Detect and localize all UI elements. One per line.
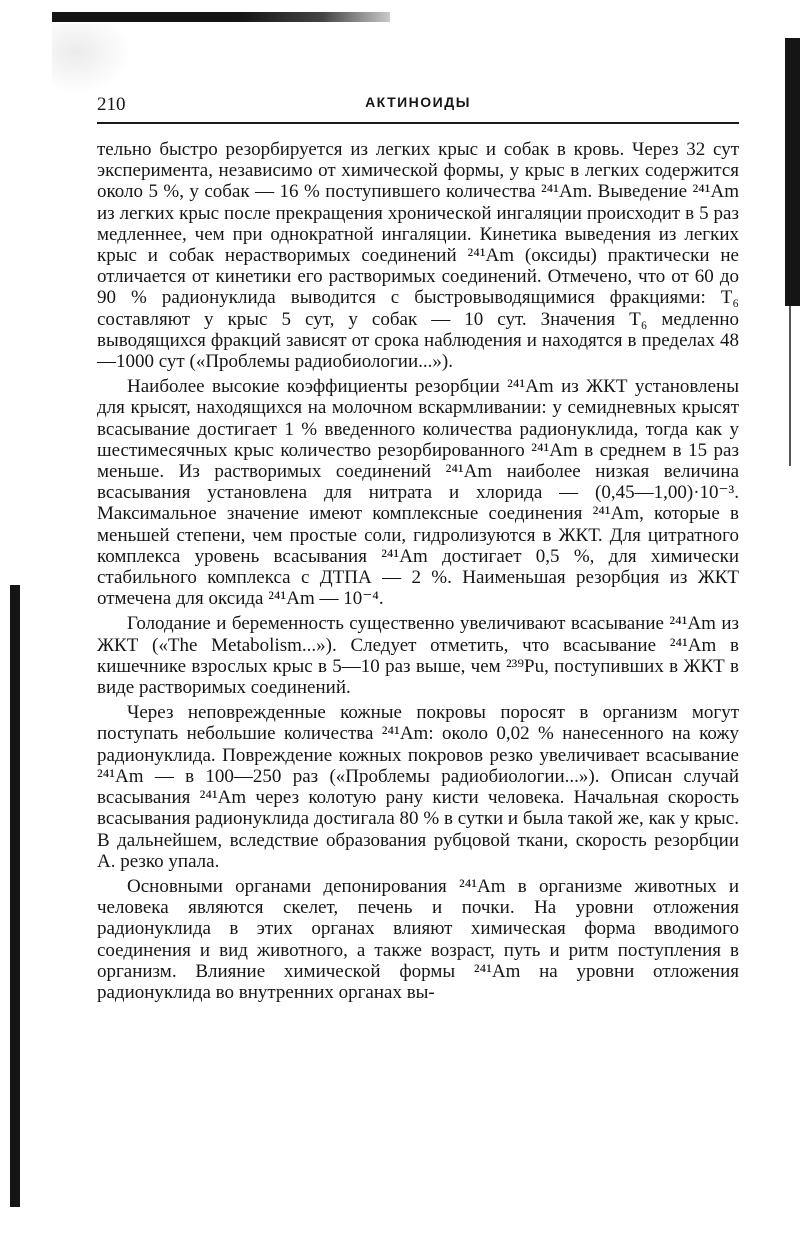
paragraph-skin-absorption: Через неповрежденные кожные покровы поросят в организм могут поступать небольшие количества ²⁴¹Am: около 0,02 % нанесенного на кожу радионуклида. Повреждение кожных покровов резко увеличивает всасывание ²⁴¹Am — в 100—250 раз («Проблемы радиобиологии...»). Описан случай всасывания ²⁴¹Am через колотую рану кисти человека. Начальная скорость всасывания радионуклида достигала 80 % в сутки и была такой же, как у крыс. В дальнейшем, вследствие образования рубцовой ткани, скорость резорбции А. резко упала. [97, 702, 739, 872]
scan-smudge [52, 24, 132, 94]
paragraph-fasting-pregnancy: Голодание и беременность существенно увеличивают всасывание ²⁴¹Am из ЖКТ («The Metabolism...»). Следует отметить, что всасывание ²⁴¹Am в кишечнике взрослых крыс в 5—10 раз выше, чем ²³⁹Pu, поступивших в ЖКТ в виде растворимых соединений. [97, 613, 739, 699]
scan-edge-line-right [789, 306, 791, 466]
running-head [97, 92, 739, 118]
paragraph-organ-deposition: Основными органами депонирования ²⁴¹Am в организме животных и человека являются скелет, печень и почки. На уровни отложения радионуклида в этих органах влияют химическая форма вводимого соединения и вид животного, а также возраст, путь и ритм поступления в организм. Влияние химической формы ²⁴¹Am на уровни отложения радионуклида во внутренних органах вы- [97, 875, 739, 1003]
header-rule [97, 122, 739, 124]
scan-edge-shadow-left [10, 585, 20, 1207]
page-number: 210 [97, 94, 126, 115]
paragraph-continuation: тельно быстро резорбируется из легких крыс и собак в кровь. Через 32 сут эксперимента, независимо от химической формы, у крыс в легких содержится около 5 %, у собак — 16 % поступившего количества ²⁴¹Am. Выведение ²⁴¹Am из легких крыс после прекращения хронической ингаляции происходит в 5 раз медленнее, чем при однократной ингаляции. Кинетика выведения из легких крыс и собак нерастворимых соединений ²⁴¹Am (оксиды) практически не отличается от кинетики его растворимых соединений. Отмечено, что от 60 до 90 % радионуклида выводится с быстровыводящимися фракциями: T₆ составляют у крыс 5 сут, у собак — 10 сут. Значения T₆ медленно выводящихся фракций зависят от срока наблюдения и находятся в пределах 48—1000 сут («Проблемы радиобиологии...»). [97, 139, 739, 373]
page-body [97, 139, 739, 1003]
scan-edge-shadow-top [52, 12, 390, 22]
running-title: АКТИНОИДЫ [365, 94, 471, 110]
scan-edge-shadow-right [785, 38, 800, 306]
paragraph-gi-absorption: Наиболее высокие коэффициенты резорбции ²⁴¹Am из ЖКТ установлены для крысят, находящихся на молочном вскармливании: у семидневных крысят всасывание достигает 1 % введенного количества радионуклида, тогда как у шестимесячных крыс количество резорбированного ²⁴¹Am в среднем в 15 раз меньше. Из растворимых соединений ²⁴¹Am наиболее низкая величина всасывания установлена для нитрата и хлорида — (0,45—1,00)·10⁻³. Максимальное значение имеют комплексные соединения ²⁴¹Am, которые в меньшей степени, чем простые соли, гидролизуются в ЖКТ. Для цитратного комплекса уровень всасывания ²⁴¹Am достигает 0,5 %, для химически стабильного комплекса с ДТПА — 2 %. Наименьшая резорбция из ЖКТ отмечена для оксида ²⁴¹Am — 10⁻⁴. [97, 376, 739, 610]
